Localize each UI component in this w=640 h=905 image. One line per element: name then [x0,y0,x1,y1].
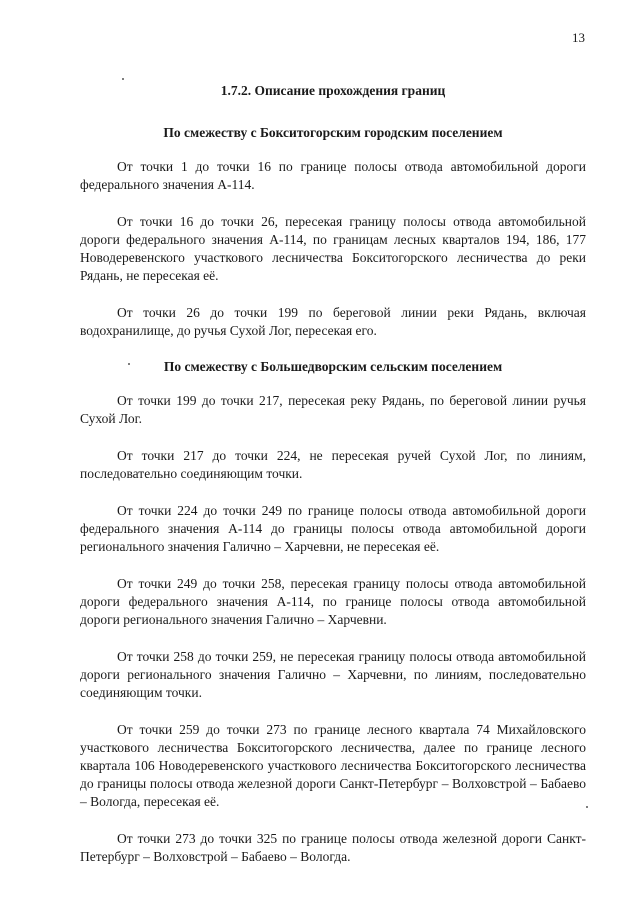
paragraph: От точки 258 до точки 259, не пересекая границу полосы отвода автомобильной дороги регионального значения Галично – Харчевни, по линиям, последовательно соединяющим точки. [80,649,586,700]
paragraph: От точки 224 до точки 249 по границе полосы отвода автомобильной дороги федерального значения А-114 до границы полосы отвода автомобильной дороги регионального значения Галично – Харчевни, не пересекая её. [80,503,586,554]
scan-speck [586,806,588,808]
section-title: 1.7.2. Описание прохождения границ [220,83,446,98]
paragraph: От точки 199 до точки 217, пересекая реку Рядань, по береговой линии ручья Сухой Лог. [80,393,586,426]
paragraph: От точки 1 до точки 16 по границе полосы отвода автомобильной дороги федерального значения А-114. [80,159,586,192]
paragraph: От точки 16 до точки 26, пересекая границу полосы отвода автомобильной дороги федерального значения А-114, по границам лесных кварталов 194, 186, 177 Новодеревенского участкового лесничества Бокситогорского лесничества до реки Рядань, не пересекая её. [80,214,586,283]
scan-speck [122,78,124,80]
paragraph: От точки 26 до точки 199 по береговой линии реки Рядань, включая водохранилище, до ручья Сухой Лог, пересекая его. [80,305,586,338]
paragraph: От точки 273 до точки 325 по границе полосы отвода железной дороги Санкт-Петербург – Волховстрой – Бабаево – Вологда. [80,831,586,864]
paragraph: От точки 249 до точки 258, пересекая границу полосы отвода автомобильной дороги федерального значения А-114, по границе полосы отвода автомобильной дороги регионального значения Галично – Харчевни. [80,576,586,627]
section-heading: По смежеству с Большедворским сельским поселением [163,359,503,374]
paragraph: От точки 217 до точки 224, не пересекая ручей Сухой Лог, по линиям, последовательно соединяющим точки. [80,448,586,481]
paragraph: От точки 259 до точки 273 по границе лесного квартала 74 Михайловского участкового лесничества Бокситогорского лесничества, далее по границе лесного квартала 106 Новодеревенского участкового лесничества Бокситогорского лесничества до границы полосы отвода железной дороги Санкт-Петербург – Волховстрой – Бабаево – Вологда, пересекая её. [80,722,586,809]
document-body [80,83,586,885]
section-heading: По смежеству с Бокситогорским городским поселением [163,125,503,140]
page-number: 13 [572,30,585,45]
